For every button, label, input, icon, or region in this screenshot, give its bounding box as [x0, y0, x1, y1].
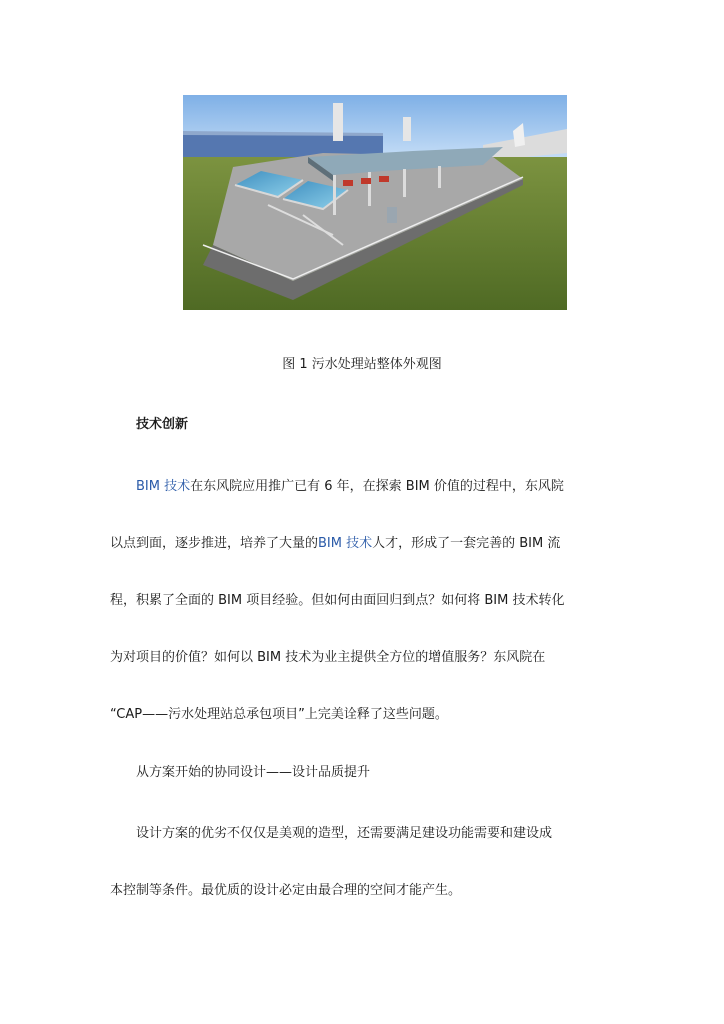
paragraph-1-line-4: 为对项目的价值？如何以 BIM 技术为业主提供全方位的增值服务？东风院在: [110, 650, 546, 665]
paragraph-1-line-2: [110, 534, 630, 554]
paragraph-1-line-1: [136, 477, 656, 497]
paragraph-2-line-2: 本控制等条件。最优质的设计必定由最合理的空间才能产生。: [110, 883, 462, 898]
bim-technology-link[interactable]: BIM 技术: [318, 536, 373, 551]
text-span: 在东风院应用推广已有 6 年，在探索 BIM 价值的过程中，东风院: [190, 479, 564, 494]
subheading: 从方案开始的协同设计——设计品质提升: [136, 765, 371, 780]
paragraph-1-line-3: 程，积累了全面的 BIM 项目经验。但如何由面回归到点？如何将 BIM 技术转化: [110, 593, 565, 608]
paragraph-2-line-1: 设计方案的优劣不仅仅是美观的造型，还需要满足建设功能需要和建设成: [136, 826, 553, 841]
figure-caption: 图 1 污水处理站整体外观图: [282, 357, 442, 372]
section-heading: 技术创新: [136, 417, 189, 432]
text-span: 以点到面，逐步推进，培养了大量的: [110, 536, 319, 551]
sewage-station-render-image: [183, 95, 567, 310]
bim-technology-link[interactable]: BIM 技术: [136, 479, 191, 494]
text-span: 人才，形成了一套完善的 BIM 流: [372, 536, 561, 551]
paragraph-1-line-5: “CAP——污水处理站总承包项目”上完美诠释了这些问题。: [110, 707, 448, 722]
